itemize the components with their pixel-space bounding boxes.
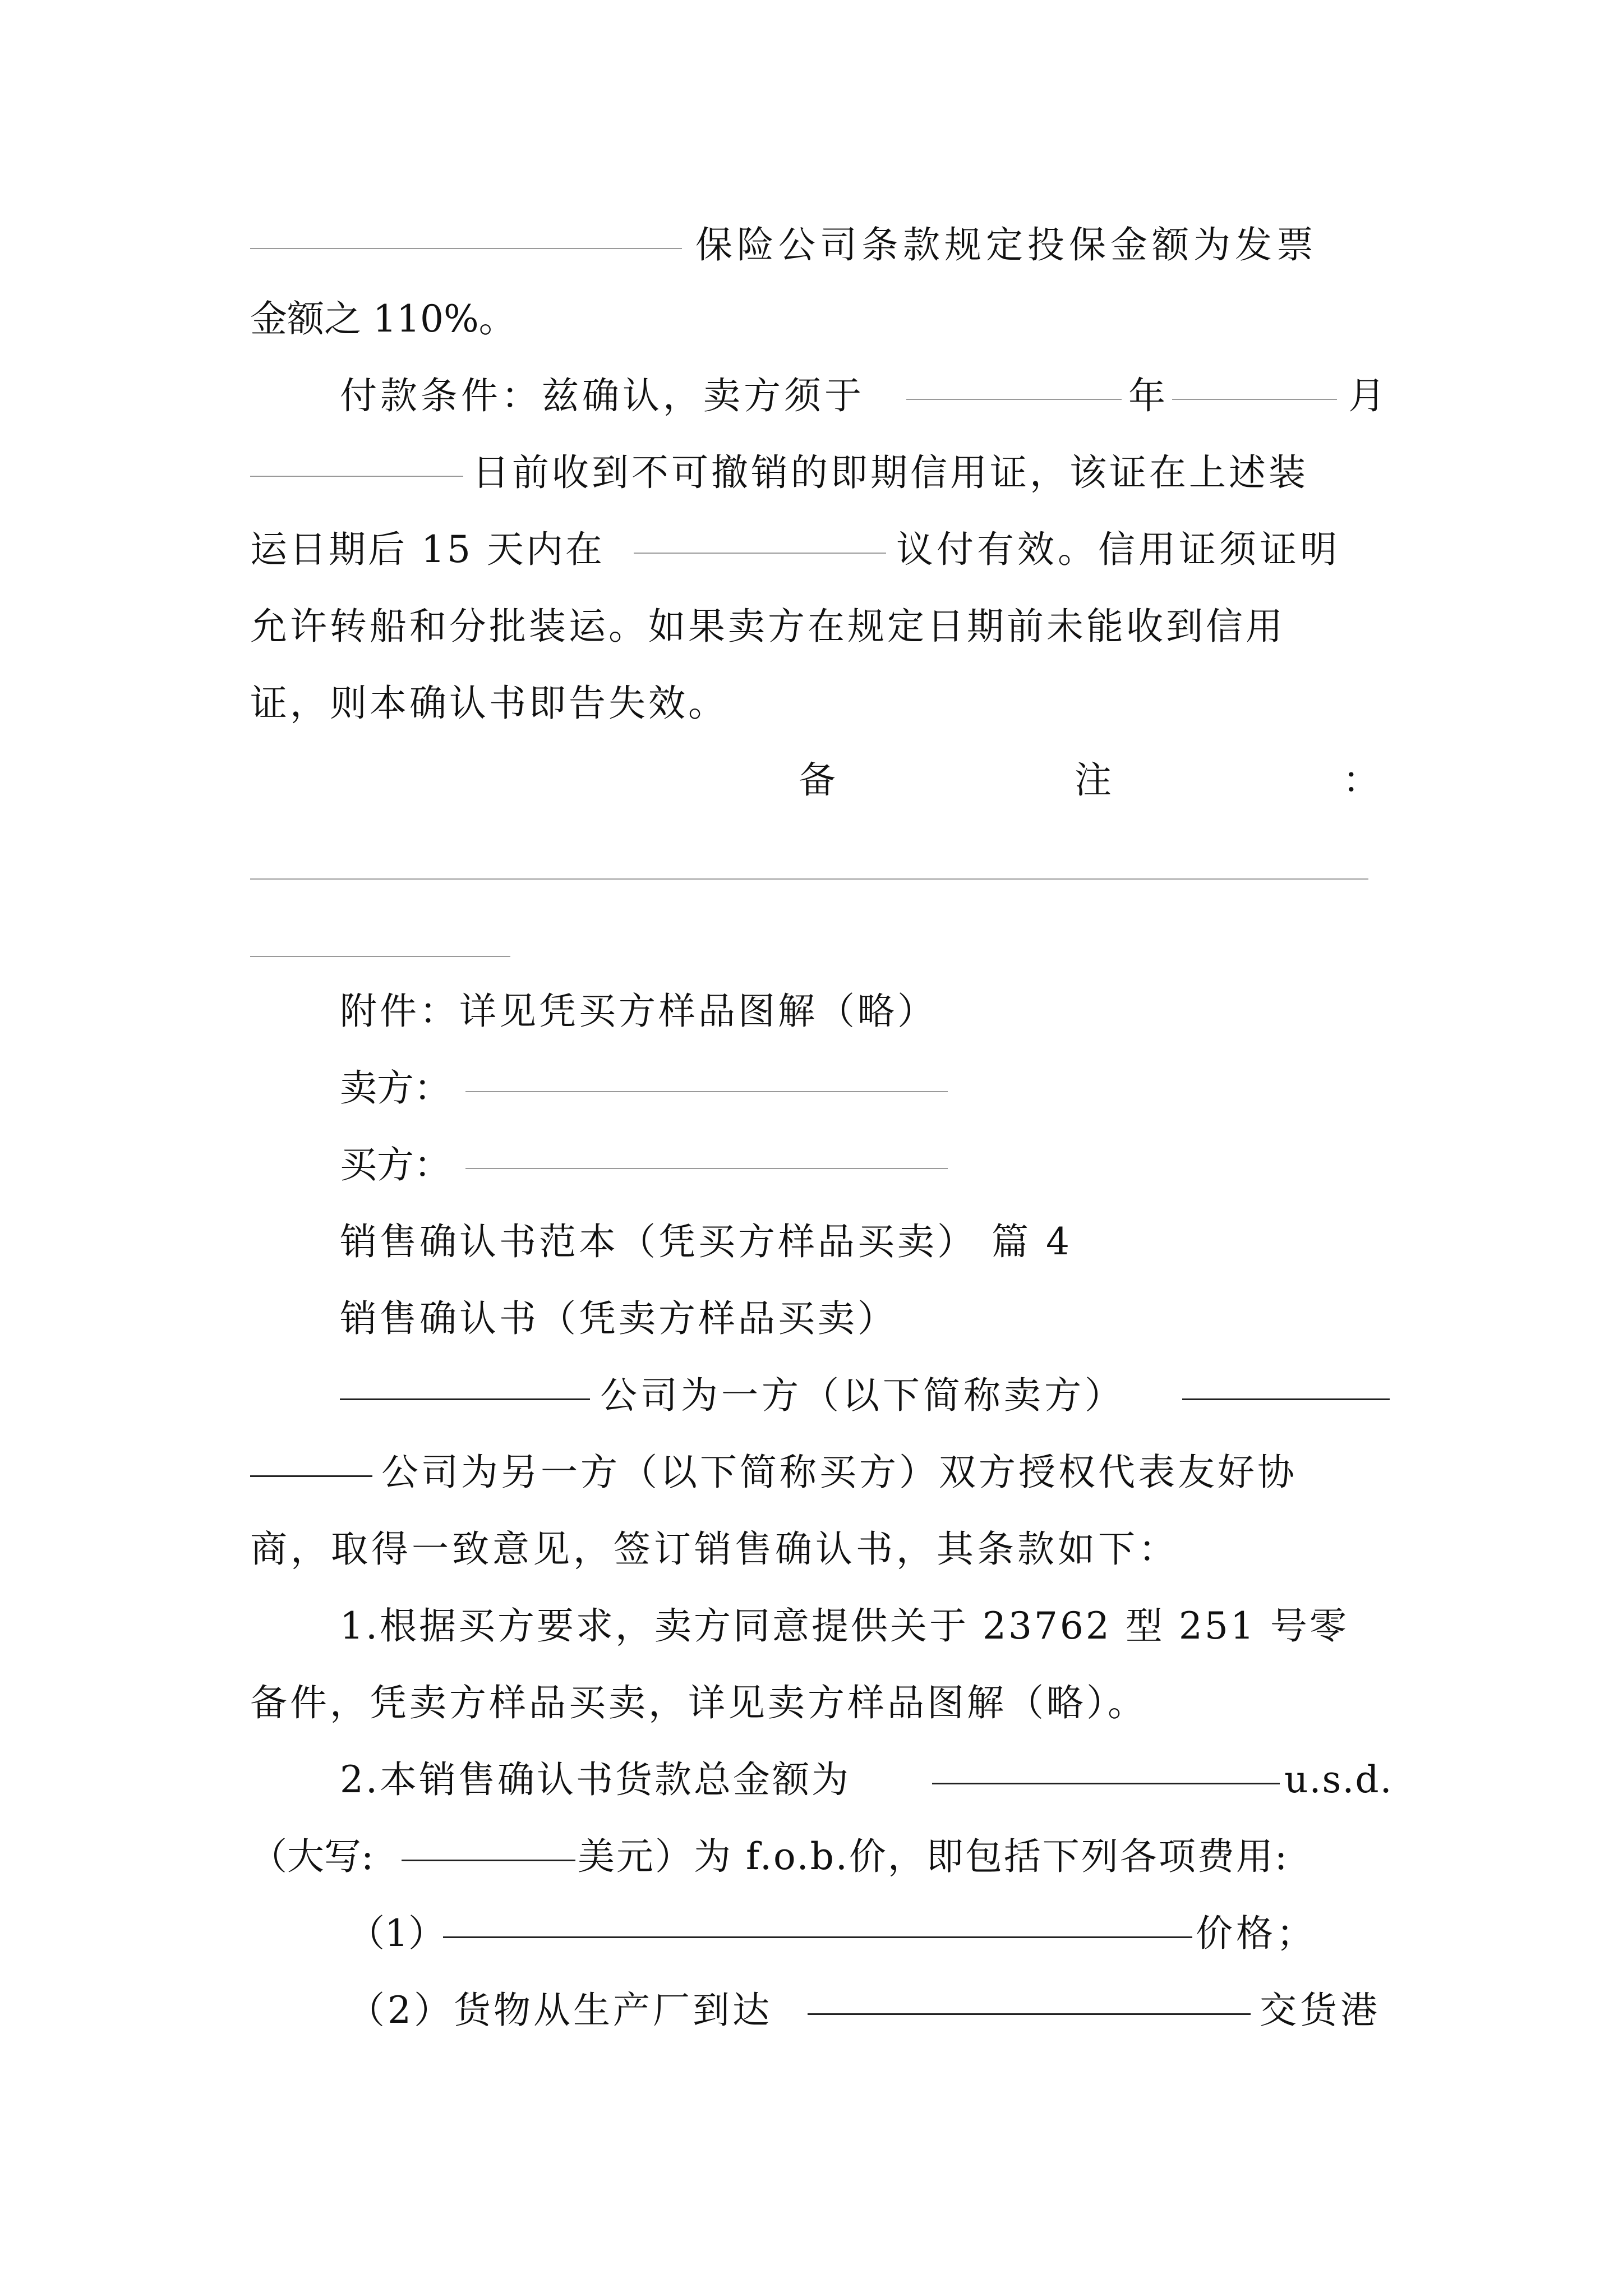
line-text: 公司为一方（以下简称卖方） [600,1374,1125,1417]
amount-in-words-blank[interactable] [402,1823,575,1861]
item-1-number: （1） [348,1912,445,1955]
text-line [0,1595,1623,1657]
text-line [0,981,1623,1042]
line-text: 议付有效。信用证须证明 [896,528,1340,571]
title-text: 销售确认书（凭卖方样品买卖） [340,1297,897,1340]
text-line [0,673,1623,734]
text-line [0,1980,1623,2041]
text-line [0,1749,1623,1811]
text-line [0,288,1623,350]
seller-blank[interactable] [465,1054,948,1092]
total-amount-blank[interactable] [932,1746,1280,1784]
remarks-char-1: 备 [799,758,836,802]
seller-line [0,1057,1623,1119]
line-text: 允许转船和分批装运。如果卖方在规定日期前未能收到信用 [250,605,1285,648]
buyer-company-blank-part2[interactable] [250,1438,372,1477]
seller-company-blank[interactable] [340,1361,590,1400]
text-line [0,365,1623,427]
payment-terms-label: 付款条件：兹确认，卖方须于 [340,374,865,417]
price-label: 价格； [1196,1912,1317,1955]
line-text: 证，则本确认书即告失效。 [250,682,728,725]
day-blank[interactable] [250,439,463,477]
line-text: 金额之 110%。 [250,297,516,341]
clause-2-text: 2.本销售确认书货款总金额为 [340,1758,851,1801]
blank-field[interactable] [250,211,682,249]
price-blank[interactable] [443,1899,1192,1938]
month-label: 月 [1348,374,1385,417]
currency-code: u.s.d. [1284,1758,1393,1801]
text-line [0,1903,1623,1964]
clause-1-text: 1.根据买方要求，卖方同意提供关于 23762 型 251 号零 [340,1604,1349,1648]
attachment-text: 附件：详见凭买方样品图解（略） [340,990,937,1033]
text-line [0,214,1623,276]
line-text: 日前收到不可撤销的即期信用证，该证在上述装 [472,451,1308,494]
text-line [0,1826,1623,1888]
text-line [0,442,1623,504]
text-line [0,1442,1623,1503]
line-text: 商，取得一致意见，签订销售确认书，其条款如下： [250,1527,1179,1571]
year-label: 年 [1128,374,1165,417]
text-line [0,519,1623,581]
item-2-text: （2）货物从生产厂到达 [348,1989,772,2032]
buyer-blank[interactable] [465,1131,948,1169]
delivery-port-label: 交货港 [1260,1989,1381,2032]
negotiation-place-blank[interactable] [634,516,886,554]
remarks-colon: ： [1343,758,1380,802]
buyer-label: 买方： [340,1143,451,1186]
remarks-line [0,749,1623,811]
year-blank[interactable] [906,362,1122,400]
text-line [0,1519,1623,1580]
line-text: 运日期后 15 天内在 [250,528,605,571]
section-title: 销售确认书范本（凭买方样品买卖） 篇 4 [340,1220,1072,1263]
line-text: 保险公司条款规定投保金额为发票 [695,223,1318,266]
buyer-line [0,1134,1623,1196]
month-blank[interactable] [1172,362,1337,400]
text-line [0,1672,1623,1734]
remarks-char-2: 注 [1075,758,1112,802]
remarks-blank-line-2[interactable] [250,956,510,957]
section-heading [0,1211,1623,1273]
remarks-blank-line-1[interactable] [250,878,1368,880]
line-text: 美元）为 f.o.b.价，即包括下列各项费用: [578,1835,1289,1878]
line-text: 备件，凭卖方样品买卖，详见卖方样品图解（略）。 [250,1681,1147,1724]
line-text: 公司为另一方（以下简称买方）双方授权代表友好协 [381,1451,1297,1494]
text-line [0,1365,1623,1427]
text-line [0,596,1623,657]
document-title [0,1288,1623,1350]
delivery-port-blank[interactable] [808,1976,1251,2015]
amount-in-words-label: （大写: [250,1835,374,1878]
seller-label: 卖方： [340,1066,451,1110]
buyer-company-blank-part1[interactable] [1182,1361,1390,1400]
